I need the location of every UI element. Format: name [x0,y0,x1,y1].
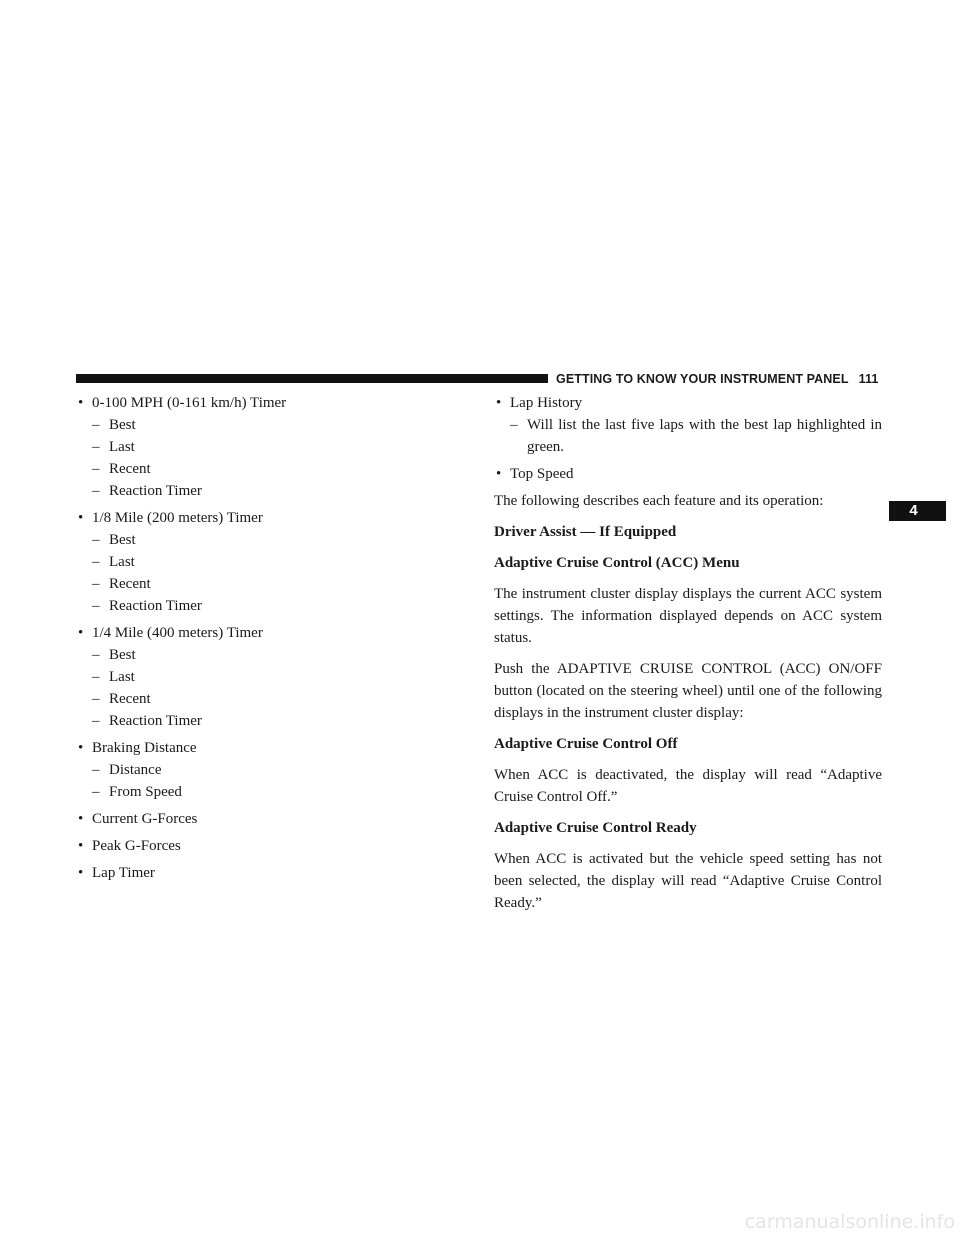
bullet-label: 1/4 Mile (400 meters) Timer [92,625,263,641]
paragraph-acc-ready: When ACC is activated but the vehicle speed setting has not been selected, the display will read “Adaptive Cruise Control Ready.” [494,851,882,911]
dash-icon: – [92,417,100,433]
bullet-label: Current G-Forces [92,811,198,827]
sub-list [92,759,466,803]
running-header [556,370,896,388]
bullet-label: 1/8 Mile (200 meters) Timer [92,510,263,526]
bullet-label: Peak G-Forces [92,838,181,854]
paragraph-acc-menu: The instrument cluster display displays the current ACC system settings. The information displayed depends on ACC system status. [494,586,882,646]
heading-driver-assist: Driver Assist — If Equipped [494,524,677,540]
sub-item-text: Reaction Timer [109,713,202,729]
dash-icon: – [92,554,100,570]
bullet-item [76,808,466,830]
dash-icon: – [92,784,100,800]
sub-item-text: Recent [109,576,151,592]
watermark-logo: carmanualsonline.info [744,1211,955,1233]
bullet-lap-history [494,392,882,458]
header-rule [76,374,548,383]
paragraph-push-button: Push the ADAPTIVE CRUISE CONTROL (ACC) ON/OFF button (located on the steering wheel) until one of the following displays in the instrument cluster display: [494,661,882,721]
sub-item [92,480,466,502]
header-title: GETTING TO KNOW YOUR INSTRUMENT PANEL [556,372,849,386]
sub-item [92,458,466,480]
bullet-icon: • [78,510,84,526]
bullet-icon: • [496,395,502,411]
bullet-icon: • [78,838,84,854]
bullet-icon: • [78,740,84,756]
sub-item [92,759,466,781]
intro-paragraph: The following describes each feature and its operation: [494,493,824,509]
sub-item [92,529,466,551]
sub-item-text: Best [109,532,136,548]
left-column [76,392,466,889]
chapter-tab[interactable]: 4 [889,501,946,521]
sub-item-text: Reaction Timer [109,598,202,614]
bullet-top-speed [494,463,882,485]
bullet-item [76,507,466,617]
sub-item-text: Reaction Timer [109,483,202,499]
sub-list [92,529,466,617]
bullet-item [76,862,466,884]
bullet-item [76,392,466,502]
sub-item-text: Best [109,417,136,433]
bullet-icon: • [78,811,84,827]
bullet-item [76,835,466,857]
sub-list [92,414,466,502]
dash-icon: – [92,669,100,685]
sub-item-text: Recent [109,691,151,707]
heading-acc-menu: Adaptive Cruise Control (ACC) Menu [494,555,740,571]
bullet-label: Lap History [510,395,583,411]
bullet-icon: • [78,865,84,881]
sub-item [92,710,466,732]
dash-icon: – [92,691,100,707]
dash-icon: – [92,647,100,663]
page-number: 111 [858,372,879,386]
sub-item [92,666,466,688]
sub-item-text: Recent [109,461,151,477]
sub-item [92,688,466,710]
dash-icon: – [92,439,100,455]
heading-acc-off: Adaptive Cruise Control Off [494,736,678,752]
bullet-icon: • [496,466,502,482]
sub-item-text: Last [109,439,135,455]
paragraph-acc-off: When ACC is deactivated, the display will read “Adaptive Cruise Control Off.” [494,767,882,805]
sub-item-text: Distance [109,762,162,778]
sub-item [92,551,466,573]
heading-acc-ready: Adaptive Cruise Control Ready [494,820,697,836]
dash-icon: – [92,762,100,778]
bullet-label: Braking Distance [92,740,197,756]
sub-item-text: Best [109,647,136,663]
sub-item-text: Last [109,669,135,685]
sub-item-text: From Speed [109,784,182,800]
sub-item [92,573,466,595]
bullet-label: Lap Timer [92,865,155,881]
right-column [494,392,882,923]
sub-item-text: Last [109,554,135,570]
dash-icon: – [92,483,100,499]
sub-item [510,414,882,458]
dash-icon: – [92,532,100,548]
bullet-icon: • [78,395,84,411]
dash-icon: – [510,417,518,433]
dash-icon: – [92,598,100,614]
bullet-label: Top Speed [510,466,574,482]
sub-item [92,436,466,458]
sub-item [92,414,466,436]
bullet-icon: • [78,625,84,641]
dash-icon: – [92,576,100,592]
bullet-label: 0-100 MPH (0-161 km/h) Timer [92,395,287,411]
sub-item [92,781,466,803]
bullet-item [76,622,466,732]
dash-icon: – [92,713,100,729]
sub-item [92,595,466,617]
sub-item [92,644,466,666]
sub-item-text: Will list the last five laps with the best lap highlighted in green. [527,417,882,455]
dash-icon: – [92,461,100,477]
bullet-item [76,737,466,803]
sub-list [92,644,466,732]
sub-list [510,414,882,458]
